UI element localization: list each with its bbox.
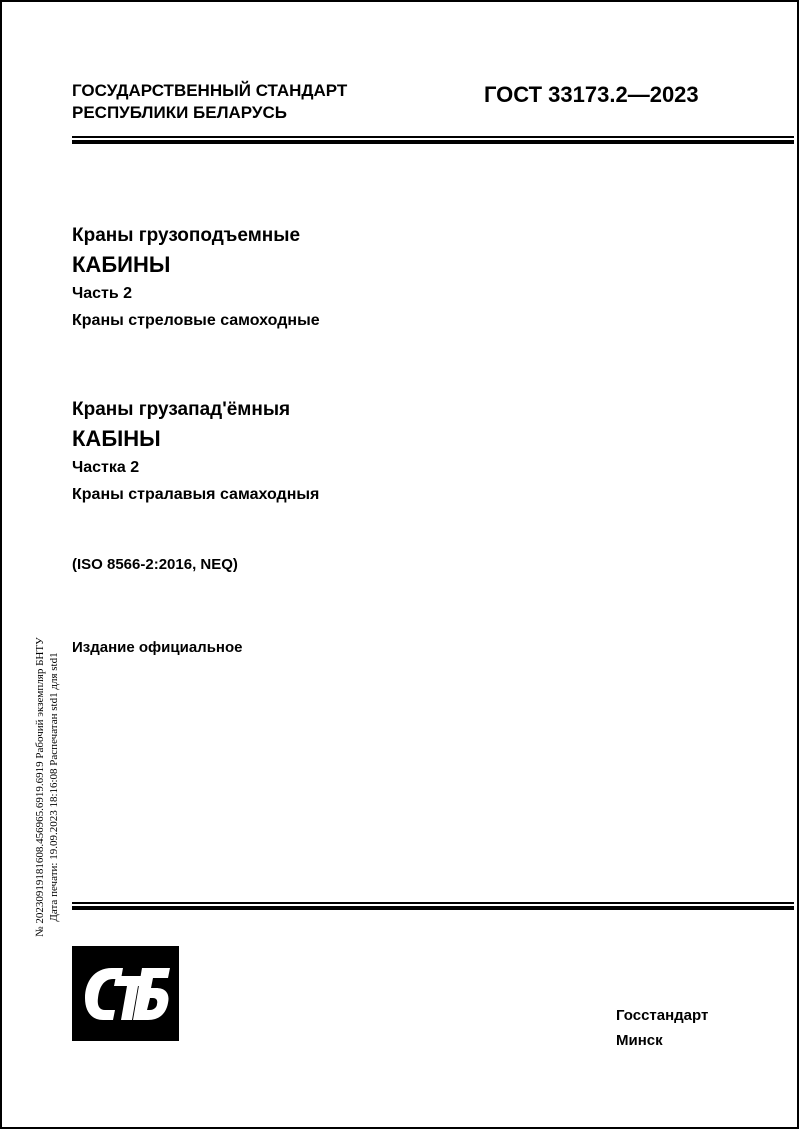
publisher-block bbox=[616, 1003, 708, 1053]
title-ru-line-3: Часть 2 bbox=[72, 285, 133, 302]
sidenote-line-1: № 20230919181608.456965.6919.6919 Рабочий экземпляр БНТУ bbox=[34, 637, 46, 937]
publisher-city: Минск bbox=[616, 1032, 663, 1049]
edition-note: Издание официальное bbox=[72, 639, 243, 656]
title-ru-line-4: Краны стреловые самоходные bbox=[72, 312, 320, 329]
issuing-organization bbox=[72, 80, 347, 124]
print-sidenote bbox=[33, 587, 63, 987]
publisher-name: Госстандарт bbox=[616, 1007, 709, 1024]
org-line-1: ГОСУДАРСТВЕННЫЙ СТАНДАРТ bbox=[72, 81, 348, 100]
title-by-line-3: Частка 2 bbox=[72, 459, 140, 476]
sidenote-line-2: Дата печати: 19.09.2023 18:16:08 Распечатан std1 для std1 bbox=[48, 652, 60, 922]
title-ru-line-2: КАБИНЫ bbox=[72, 252, 171, 277]
title-ru-line-1: Краны грузоподъемные bbox=[72, 225, 301, 246]
standard-code: ГОСТ 33173.2—2023 bbox=[484, 82, 699, 107]
title-by-line-1: Краны грузапад'ёмныя bbox=[72, 399, 291, 420]
sb-emblem-logo-icon bbox=[72, 946, 179, 1041]
org-line-2: РЕСПУБЛИКИ БЕЛАРУСЬ bbox=[72, 103, 287, 122]
title-belarusian bbox=[72, 398, 319, 505]
footer-divider bbox=[72, 902, 794, 910]
header-divider bbox=[72, 136, 794, 144]
title-russian bbox=[72, 224, 320, 331]
iso-reference: (ISO 8566-2:2016, NEQ) bbox=[72, 556, 238, 573]
title-by-line-2: КАБІНЫ bbox=[72, 426, 161, 451]
title-by-line-4: Краны стралавыя самаходныя bbox=[72, 486, 320, 503]
